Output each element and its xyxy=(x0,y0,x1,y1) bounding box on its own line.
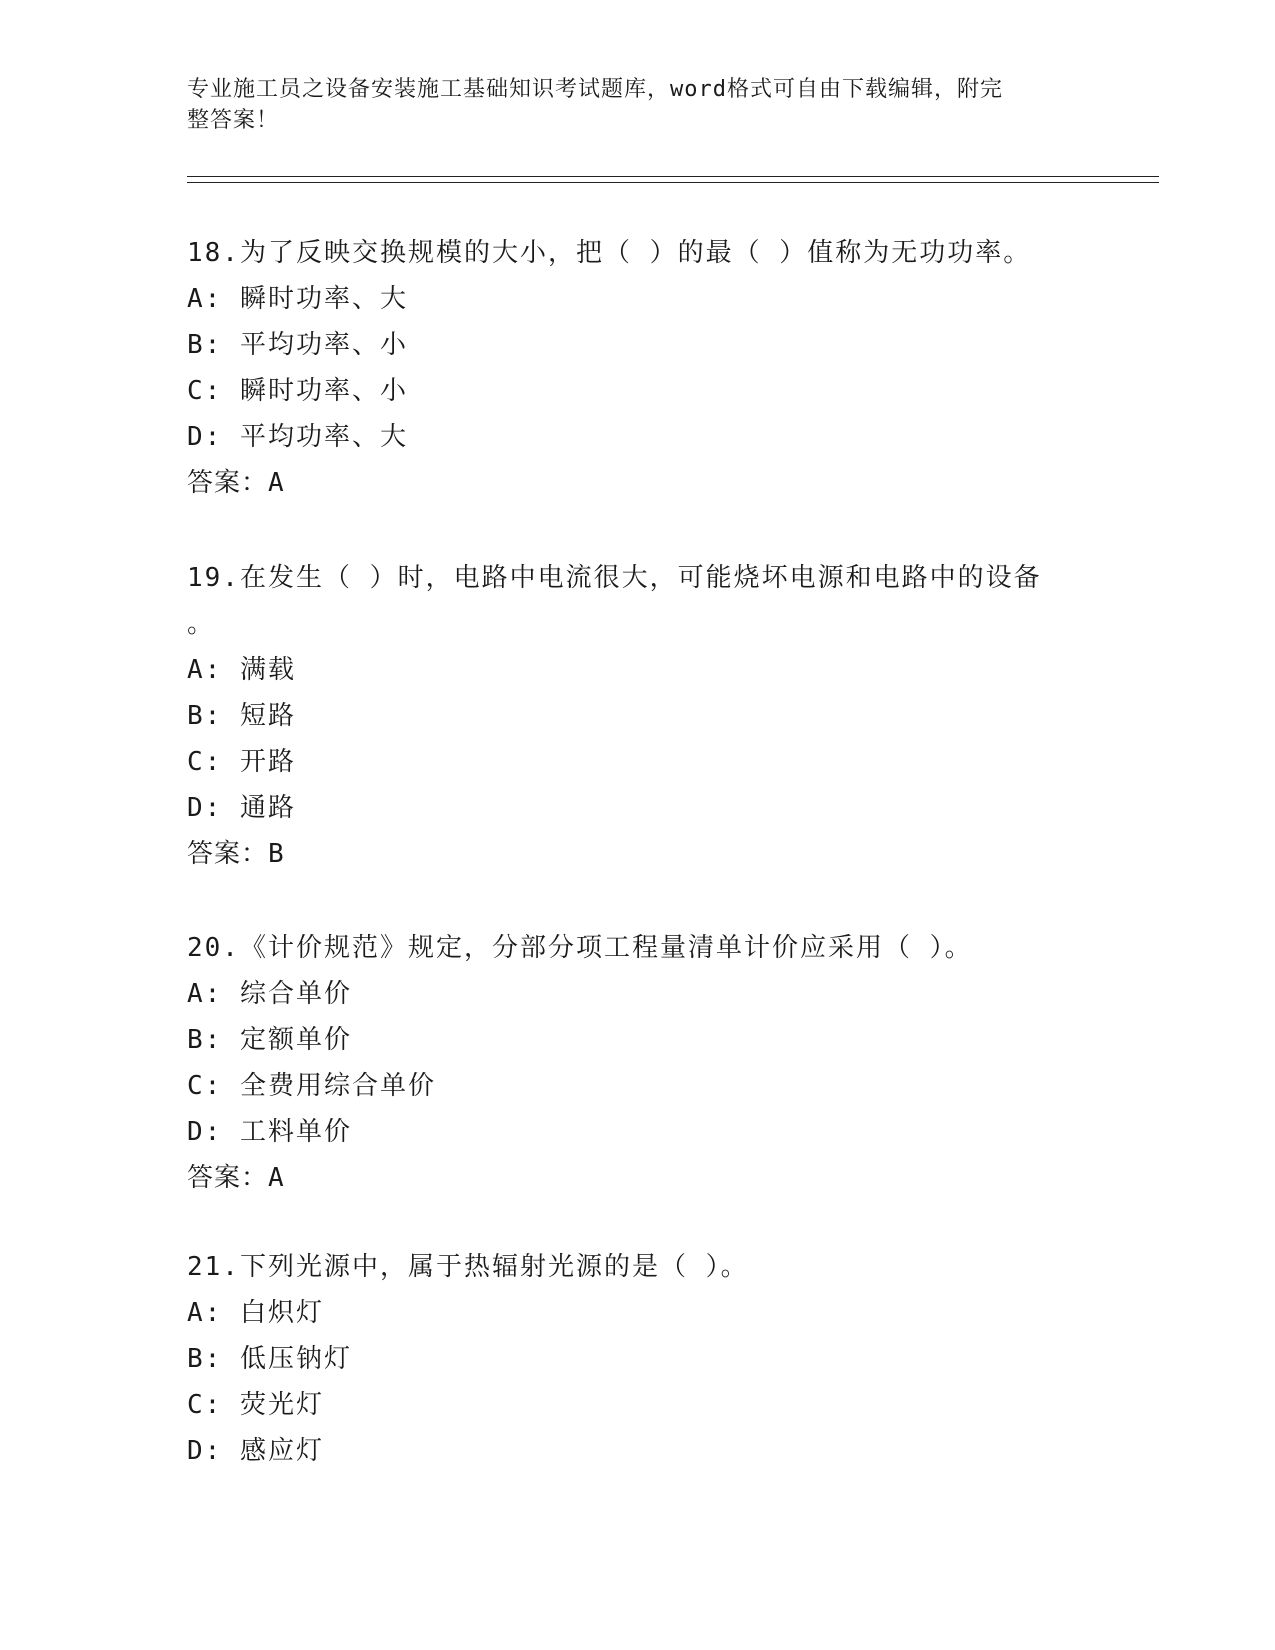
option-b: B: 短路 xyxy=(187,701,296,731)
header-line-1: 专业施工员之设备安装施工基础知识考试题库，word格式可自由下载编辑，附完 xyxy=(187,77,1003,102)
question-stem: 20.《计价规范》规定，分部分项工程量清单计价应采用（ ）。 xyxy=(187,933,973,963)
option-a: A: 白炽灯 xyxy=(187,1298,324,1328)
question-stem: 21.下列光源中，属于热辐射光源的是（ ）。 xyxy=(187,1252,749,1282)
answer: 答案：A xyxy=(187,1163,285,1193)
option-b: B: 平均功率、小 xyxy=(187,330,408,360)
option-a: A: 满载 xyxy=(187,655,296,685)
question-19 xyxy=(187,555,1087,877)
option-c: C: 瞬时功率、小 xyxy=(187,376,408,406)
option-a: A: 综合单价 xyxy=(187,979,352,1009)
header-divider-bottom xyxy=(187,182,1159,183)
option-d: D: 工料单价 xyxy=(187,1117,352,1147)
option-c: C: 全费用综合单价 xyxy=(187,1071,436,1101)
document-header xyxy=(187,74,1087,136)
option-a: A: 瞬时功率、大 xyxy=(187,284,408,314)
option-d: D: 感应灯 xyxy=(187,1436,324,1466)
header-divider-top xyxy=(187,176,1159,177)
option-b: B: 定额单价 xyxy=(187,1025,352,1055)
answer: 答案：A xyxy=(187,468,285,498)
option-b: B: 低压钠灯 xyxy=(187,1344,352,1374)
option-c: C: 开路 xyxy=(187,747,296,777)
question-21 xyxy=(187,1244,1087,1474)
question-stem-continued: 。 xyxy=(187,609,216,639)
header-line-2: 整答案！ xyxy=(187,108,280,133)
question-stem: 18.为了反映交换规模的大小，把（ ）的最（ ）值称为无功功率。 xyxy=(187,238,1032,268)
option-d: D: 通路 xyxy=(187,793,296,823)
answer: 答案：B xyxy=(187,839,285,869)
question-20 xyxy=(187,925,1087,1201)
option-d: D: 平均功率、大 xyxy=(187,422,408,452)
option-c: C: 荧光灯 xyxy=(187,1390,324,1420)
question-18 xyxy=(187,230,1087,506)
question-stem: 19.在发生（ ）时，电路中电流很大，可能烧坏电源和电路中的设备 xyxy=(187,563,1042,593)
